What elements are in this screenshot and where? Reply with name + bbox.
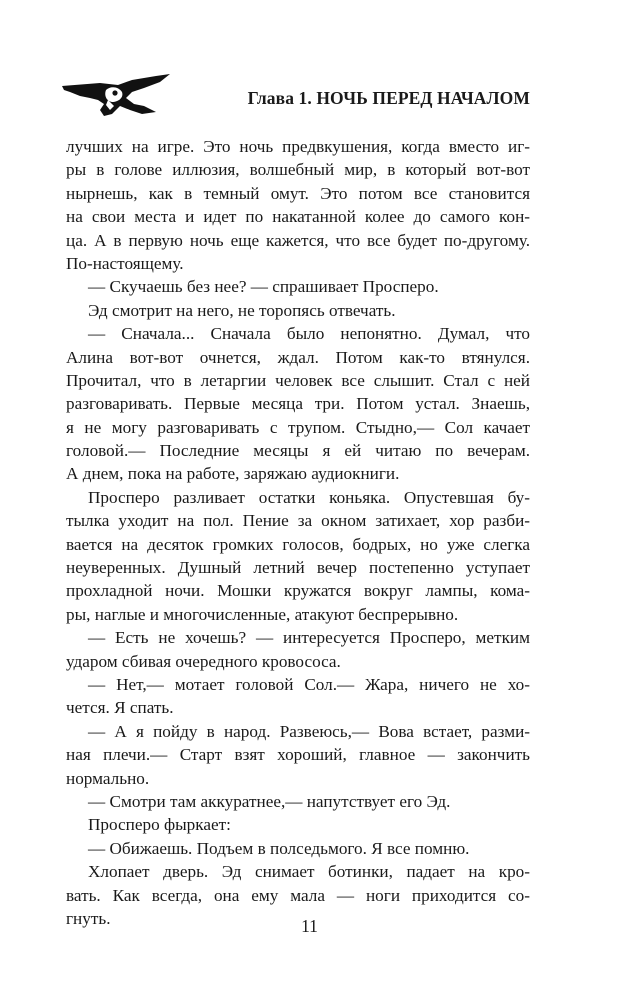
text-line: тылка уходит на пол. Пение за окном затихает, хор разби- [66,511,530,531]
text-line: — Обижаешь. Подъем в полседьмого. Я все помню. [88,838,470,858]
text-line: ная плечи.— Старт взят хороший, главное — закончить [66,745,530,765]
text-line: — А я пойду в народ. Развеюсь,— Вова встает, разми- [88,721,530,741]
text-line: По-настоящему. [66,253,184,273]
text-line: вается на десяток громких голосов, бодрых, но уже слегка [66,534,530,554]
text-line: Просперо фыркает: [88,815,231,835]
text-line: нырнешь, как в темный омут. Это потом все становится [66,183,530,203]
text-line: ударом сбивая очередного кровососа. [66,651,341,671]
text-line: Просперо разливает остатки коньяка. Опустевшая бу- [88,487,530,507]
text-line: головой.— Последние месяцы я ей читаю по вечерам. [66,441,530,461]
text-line: — Смотри там аккуратнее,— напутствует его Эд. [88,791,451,811]
text-line: Прочитал, что в летаргии человек все слышит. Стал с ней [66,370,530,390]
text-line: — Есть не хочешь? — интересуется Просперо, метким [88,628,530,648]
text-line: — Сначала... Сначала было непонятно. Думал, что [88,324,530,344]
text-line: Эд смотрит на него, не торопясь отвечать. [88,300,396,320]
text-line: Алина вот-вот очнется, ждал. Потом как-то втянулся. [66,347,530,367]
text-line: лучших на игре. Это ночь предвкушения, когда вместо иг- [66,137,530,156]
text-line: ры в голове иллюзия, волшебный мир, в который вот-вот [66,160,530,180]
text-line: Хлопает дверь. Эд снимает ботинки, падает на кро- [88,862,530,882]
text-line: — Нет,— мотает головой Сол.— Жара, ничего не хо- [88,674,530,694]
running-head: Глава 1. НОЧЬ ПЕРЕД НАЧАЛОМ [247,88,530,108]
text-line: на свои места и идет по накатанной колее до самого кон- [66,207,530,227]
text-line: ца. А в первую ночь еще кажется, что все будет по-другому. [66,230,530,250]
page-number: 11 [301,916,318,936]
text-line: прохладной ночи. Мошки кружатся вокруг лампы, кома- [66,581,530,601]
page-header [60,70,530,120]
text-line: А днем, пока на работе, заряжаю аудиокниги. [66,464,400,484]
text-line: нормально. [66,768,150,788]
text-line: разговаривать. Первые месяца три. Потом устал. Знаешь, [66,394,530,414]
text-line: вать. Как всегда, она ему мала — ноги приходится со- [66,885,530,905]
text-line: гнуть. [66,908,111,928]
body-text [66,135,530,930]
text-line: я не могу разговаривать с трупом. Стыдно,— Сол качает [66,417,530,437]
bird-emblem-icon [60,70,172,120]
text-line: — Скучаешь без нее? — спрашивает Просперо. [88,277,439,297]
text-line: чется. Я спать. [66,698,174,718]
text-line: ры, наглые и многочисленные, атакуют беспрерывно. [66,604,459,624]
text-line: неуверенных. Душный летний вечер постепенно уступает [66,558,530,578]
